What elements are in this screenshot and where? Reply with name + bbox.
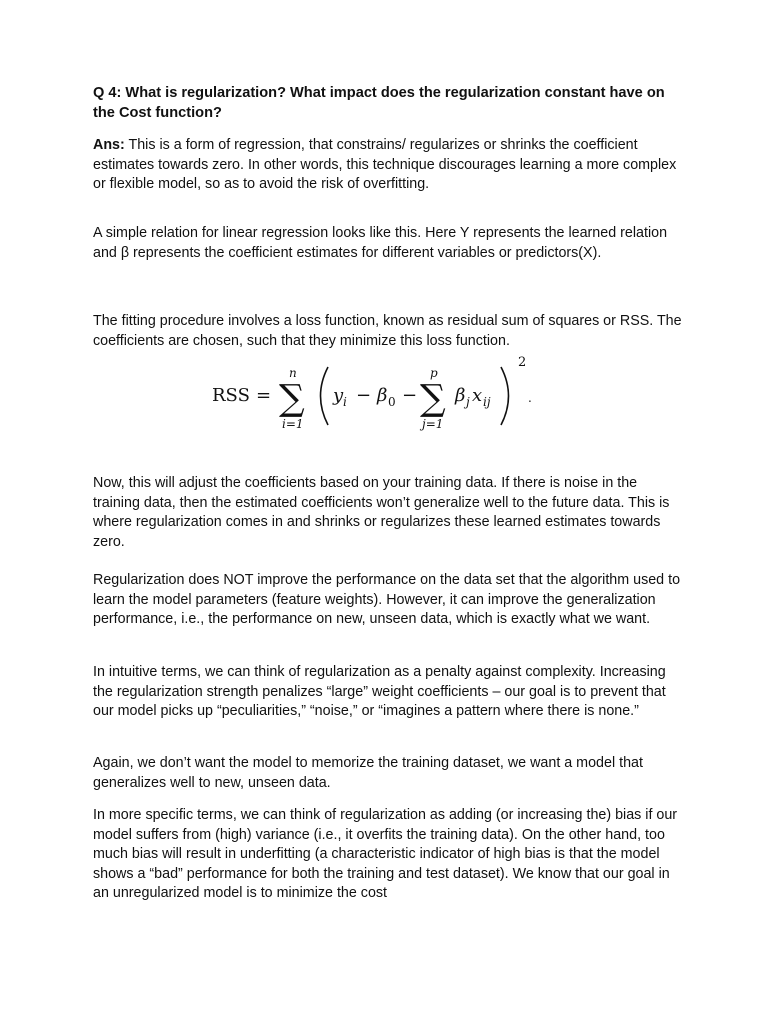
answer-label: Ans: xyxy=(93,137,125,153)
formula-right-paren xyxy=(501,367,509,425)
formula-beta0: β xyxy=(377,385,388,406)
formula-trailing-dot: . xyxy=(528,391,532,405)
formula-lhs: RSS xyxy=(212,385,250,406)
formula-equals: = xyxy=(256,385,272,406)
formula-sum-symbol-1: ∑ xyxy=(279,378,305,419)
formula-sum1-upper: n xyxy=(289,366,297,380)
formula-sum-symbol-2: ∑ xyxy=(420,378,446,419)
formula-betaj-sub: j xyxy=(466,395,470,409)
paragraph-memorize: Again, we don’t want the model to memorize the training dataset, we want a model that generalizes well to new, unseen data. xyxy=(93,755,643,791)
formula-x: x xyxy=(472,385,483,406)
formula-sum2-lower: j=1 xyxy=(422,417,444,431)
formula-y: y xyxy=(333,385,344,406)
formula-minus-2: − xyxy=(402,385,418,406)
question-heading: Q 4: What is regularization? What impact does the regularization constant have on the Cost function? xyxy=(93,85,665,121)
answer-text: This is a form of regression, that constrains/ regularizes or shrinks the coefficient estimates towards zero. In other words, this technique discourages learning a more complex or flexible model, so as to avoid the risk of overfitting. xyxy=(93,137,677,193)
paragraph-intuitive: In intuitive terms, we can think of regularization as a penalty against complexity. Increasing the regularization strength penalizes “large” weight coefficients – our goal is to prevent that our model picks up “peculiarities,” “noise,” or “imagines a pattern where there is none.” xyxy=(93,664,666,720)
formula-left-paren xyxy=(321,367,329,425)
formula-exponent: 2 xyxy=(518,355,527,370)
rss-formula xyxy=(200,352,560,436)
formula-minus-1: − xyxy=(356,385,372,406)
formula-x-sub: ij xyxy=(483,395,491,409)
formula-sum1-lower: i=1 xyxy=(282,417,304,431)
paragraph-linear-relation: A simple relation for linear regression looks like this. Here Y represents the learned relation and β represents the coefficient estimates for different variables or predictors(X). xyxy=(93,225,668,261)
paragraph-loss-function: The fitting procedure involves a loss function, known as residual sum of squares or RSS. The coefficients are chosen, such that they minimize this loss function. xyxy=(93,313,682,349)
answer-paragraph xyxy=(93,136,683,195)
formula-y-sub: i xyxy=(343,395,347,409)
formula-betaj: β xyxy=(455,385,466,406)
formula-sum2-upper: p xyxy=(430,366,438,380)
paragraph-specific: In more specific terms, we can think of regularization as adding (or increasing the) bias if our model suffers from (high) variance (i.e., it overfits the training data). On the other hand, too much bias will result in underfitting (a characteristic indicator of high bias is that the model shows a “bad” performance for both the training and test dataset). We know that our goal in an unregularized model is to minimize the cost xyxy=(93,807,678,902)
formula-beta0-sub: 0 xyxy=(388,395,396,409)
paragraph-noise: Now, this will adjust the coefficients based on your training data. If there is noise in the training data, then the estimated coefficients won’t generalize well to the future data. This is where regularization comes in and shrinks or regularizes these learned estimates towards zero. xyxy=(93,475,670,550)
paragraph-performance: Regularization does NOT improve the performance on the data set that the algorithm used to learn the model parameters (feature weights). However, it can improve the generalization performance, i.e., the performance on new, unseen data, which is exactly what we want. xyxy=(93,572,681,628)
